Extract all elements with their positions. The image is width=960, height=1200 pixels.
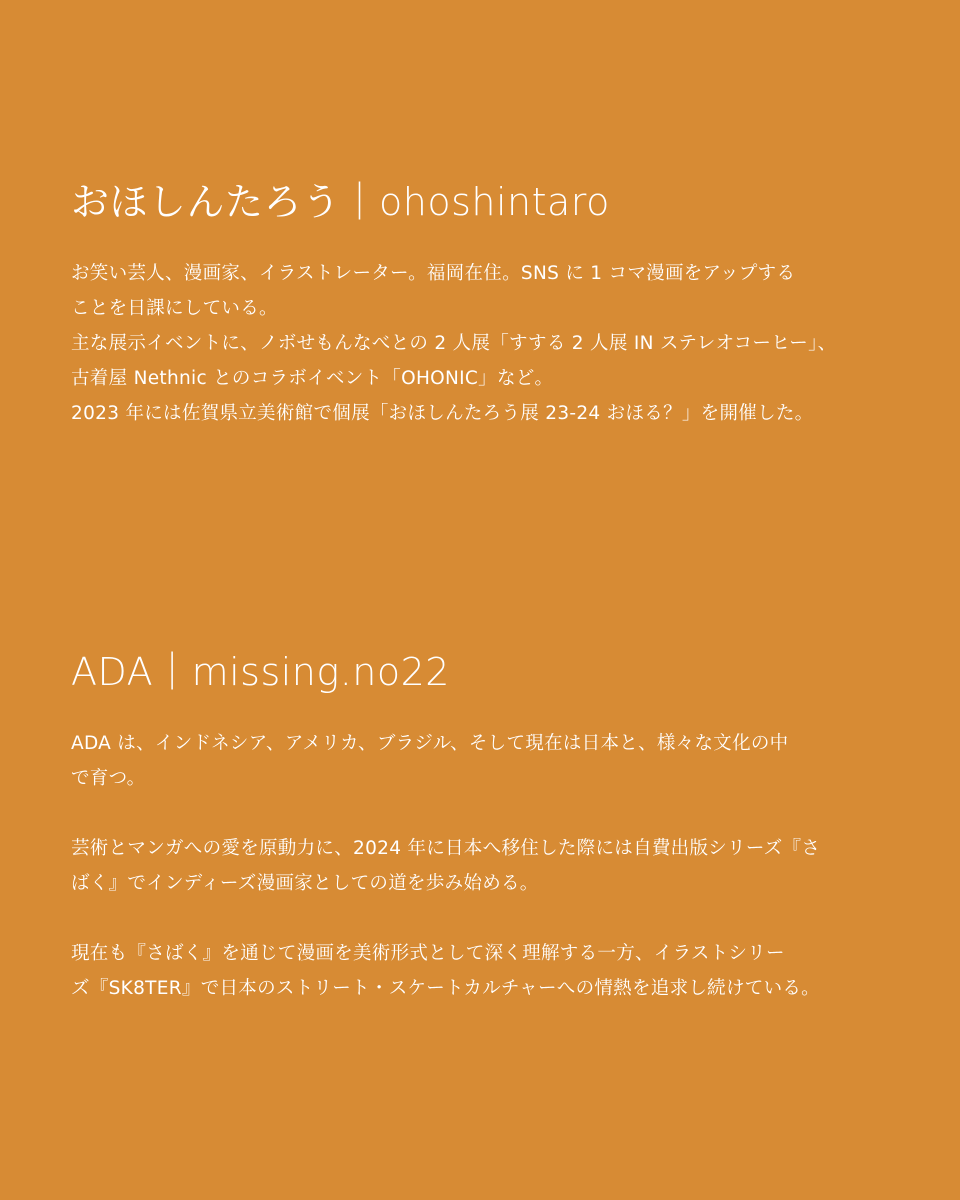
bio-line: ばく』でインディーズ漫画家としての道を歩み始める。 <box>71 873 539 894</box>
profile-ada <box>71 646 901 1006</box>
bio-line: 芸術とマンガへの愛を原動力に、2024 年に日本へ移住した際には自費出版シリーズ『さ <box>71 838 821 859</box>
bio-line: 主な展示イベントに、ノボせもんなべとの 2 人展「すする 2 人展 IN ステレオコーヒー」、 <box>71 333 837 354</box>
bio-line: 現在も『さばく』を通じて漫画を美術形式として深く理解する一方、イラストシリー <box>71 943 785 964</box>
paragraph-spacer <box>71 901 901 936</box>
bio-line: お笑い芸人、漫画家、イラストレーター。福岡在住。SNS に 1 コマ漫画をアップする <box>71 263 796 284</box>
profile-bio-paragraph <box>71 936 901 1006</box>
bio-line: ことを日課にしている。 <box>71 298 278 319</box>
profile-ohoshintaro <box>71 176 901 431</box>
bio-line: ADA は、インドネシア、アメリカ、ブラジル、そして現在は日本と、様々な文化の中 <box>71 733 789 754</box>
bio-line: 古着屋 Nethnic とのコラボイベント「OHONIC」など。 <box>71 368 554 389</box>
profile-bio <box>71 256 901 431</box>
profile-bio-paragraph <box>71 726 901 796</box>
profile-title: おほしんたろう｜ohoshintaro <box>71 180 610 224</box>
bio-line: ズ『SK8TER』で日本のストリート・スケートカルチャーへの情熱を追求し続けている。 <box>71 978 820 999</box>
profile-bio-paragraph <box>71 831 901 901</box>
paragraph-spacer <box>71 796 901 831</box>
bio-line: 2023 年には佐賀県立美術館で個展「おほしんたろう展 23-24 おほる？」を開催した。 <box>71 403 814 424</box>
bio-line: で育つ。 <box>71 768 146 789</box>
profile-title: ADA｜missing.no22 <box>71 650 450 694</box>
